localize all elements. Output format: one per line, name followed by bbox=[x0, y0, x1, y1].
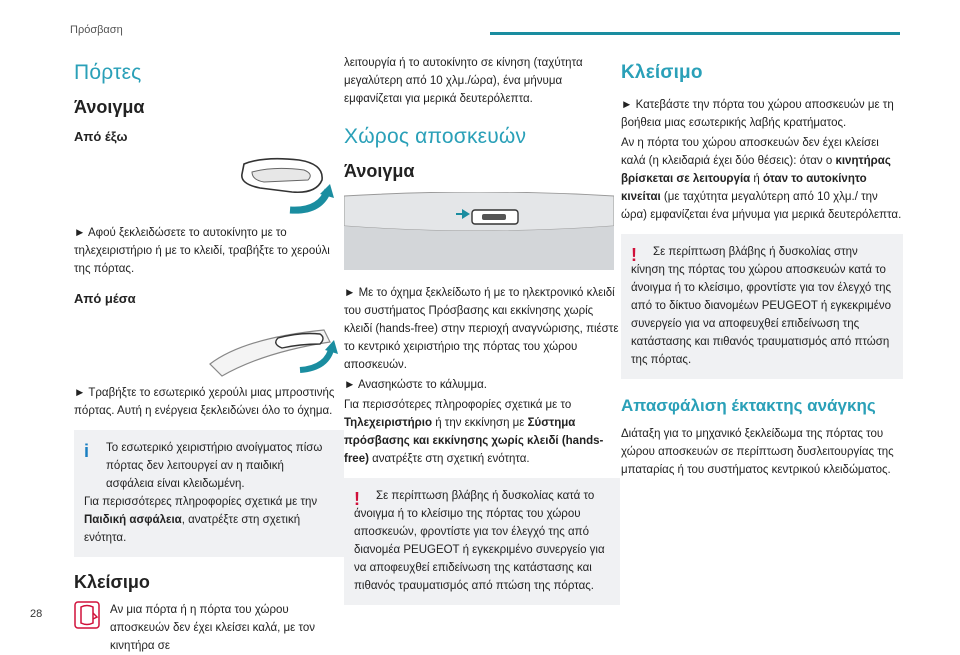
boot-warning-note bbox=[344, 478, 620, 605]
boot-closing-heading: Κλείσιμο bbox=[621, 62, 703, 83]
page-number: 28 bbox=[30, 608, 43, 620]
keyless-system-link-text: Σύστημα πρόσβασης και εκκίνησης χωρίς κλειδί (hands-free) bbox=[344, 417, 604, 465]
boot-opening-step2: ► Ανασηκώστε το κάλυμμα. bbox=[344, 379, 487, 391]
child-lock-link-text: Παιδική ασφάλεια bbox=[84, 514, 182, 526]
child-lock-info-note bbox=[74, 430, 344, 557]
boot-closing-text: Αν η πόρτα του χώρου αποσκευών δεν έχει κλείσει καλά (η κλειδαριά έχει δύο θέσεις): όταν ο bbox=[621, 137, 879, 167]
section-header: Πρόσβαση bbox=[70, 24, 123, 36]
boot-closing-warning-note bbox=[621, 234, 903, 379]
boot-opening-heading: Άνοιγμα bbox=[344, 161, 415, 181]
boot-closing-paragraph bbox=[621, 134, 903, 224]
engine-running-text: κινητήρας βρίσκεται σε λειτουργία bbox=[621, 155, 891, 185]
vehicle-moving-text: όταν το αυτοκίνητο κινείται bbox=[621, 173, 867, 203]
header-accent-bar bbox=[490, 32, 900, 35]
info-note-text: Για περισσότερες πληροφορίες σχετικά με την bbox=[84, 496, 318, 508]
inside-instructions: ► Τραβήξτε το εσωτερικό χερούλι μιας μπροστινής πόρτας. Αυτή η ενέργεια ξεκλειδώνει όλο το όχημα. bbox=[74, 387, 335, 417]
column-3 bbox=[621, 60, 903, 481]
boot-info-text-end: ανατρέξτε στη σχετική ενότητα. bbox=[368, 453, 530, 465]
doors-opening-heading: Άνοιγμα bbox=[74, 97, 145, 117]
outside-handle-illustration bbox=[74, 154, 344, 218]
boot-info-text: Για περισσότερες πληροφορίες σχετικά με το bbox=[344, 399, 572, 411]
boot-closing-warning-text: Σε περίπτωση βλάβης ή δυσκολίας στην κίνηση της πόρτας του χώρου αποσκευών κατά το άνοιγμα ή το κλείσιμο, φροντίστε για τον έλεγχό της από το δίκτυο διανομέων PEUGEOT ή εγκεκριμένο συνεργείο για να αποφευχθεί επιδείνωση της κατάστασης και πιθανός τραυματισμός από πτώση της πόρτας. bbox=[631, 246, 892, 366]
boot-title: Χώρος αποσκευών bbox=[344, 125, 527, 148]
remote-control-link-text: Τηλεχειριστήριο bbox=[344, 417, 432, 429]
info-note-line1: Το εσωτερικό χειριστήριο ανοίγματος πίσω πόρτας δεν λειτουργεί αν η παιδική ασφάλεια είναι κλειδωμένη. bbox=[106, 442, 323, 490]
boot-closing-text-mid: ή bbox=[750, 173, 764, 185]
boot-info-paragraph bbox=[344, 396, 620, 468]
boot-closing-step1: ► Κατεβάστε την πόρτα του χώρου αποσκευών με τη βοήθεια μιας εσωτερικής λαβής κρατήματος. bbox=[621, 99, 894, 129]
outside-instructions: ► Αφού ξεκλειδώσετε το αυτοκίνητο με το τηλεχειριστήριο ή με το κλειδί, τραβήξτε το χερούλι της πόρτας. bbox=[74, 227, 330, 275]
boot-closing-text-end: (με ταχύτητα μεγαλύτερη από 10 χλμ./ την ώρα) εμφανίζεται ένα μήνυμα για μερικά δευτερόλεπτα. bbox=[621, 191, 902, 221]
from-inside-heading: Από μέσα bbox=[74, 291, 136, 306]
info-note-line2 bbox=[84, 493, 334, 547]
doors-title: Πόρτες bbox=[74, 61, 142, 84]
boot-warning-text: Σε περίπτωση βλάβης ή δυσκολίας κατά το άνοιγμα ή το κλείσιμο της πόρτας του χώρου αποσκευών, φροντίστε για τον έλεγχό της από διανομέα PEUGEOT ή εγκεκριμένο συνεργείο για να αποφευχθεί επιδείνωση της κατάστασης και πιθανός τραυματισμός από πτώση της πόρτας. bbox=[354, 490, 605, 592]
doors-closing-heading: Κλείσιμο bbox=[74, 572, 150, 592]
door-open-warning-icon bbox=[74, 601, 102, 655]
closing-continued-text: λειτουργία ή το αυτοκίνητο σε κίνηση (ταχύτητα μεγαλύτερη από 10 χλμ./ώρα), ένα μήνυμα εμφανίζεται για μερικά δευτερόλεπτα. bbox=[344, 57, 583, 105]
emergency-release-heading: Απασφάλιση έκτακτης ανάγκης bbox=[621, 396, 876, 415]
warning-icon: ! bbox=[354, 489, 360, 509]
info-note-text-end: , ανατρέξτε στη σχετική ενότητα. bbox=[84, 514, 301, 544]
column-2 bbox=[344, 54, 620, 619]
emergency-release-text: Διάταξη για το μηχανικό ξεκλείδωμα της πόρτας του χώρου αποσκευών σε περίπτωση δυσλειτουργίας της μπαταρίας ή του συστήματος κεντρικού κλειδώματος. bbox=[621, 428, 894, 476]
boot-info-text-mid: ή την εκκίνηση με bbox=[432, 417, 528, 429]
from-outside-heading: Από έξω bbox=[74, 129, 128, 144]
closing-block bbox=[74, 601, 344, 655]
boot-switch-illustration bbox=[344, 192, 620, 276]
inside-handle-illustration bbox=[74, 316, 344, 378]
column-1 bbox=[74, 60, 344, 655]
closing-text: Αν μια πόρτα ή η πόρτα του χώρου αποσκευών δεν έχει κλείσει καλά, με τον κινητήρα σε bbox=[110, 604, 316, 652]
boot-opening-step1: ► Με το όχημα ξεκλείδωτο ή με το ηλεκτρονικό κλειδί του συστήματος Πρόσβασης και εκκίνησης χωρίς κλειδί (hands-free) στην περιοχή αναγνώρισης, πιέστε το κεντρικό χειριστήριο της πόρτας του χώρου αποσκευών. bbox=[344, 287, 619, 371]
info-icon: i bbox=[84, 441, 90, 461]
warning-icon: ! bbox=[631, 245, 637, 265]
